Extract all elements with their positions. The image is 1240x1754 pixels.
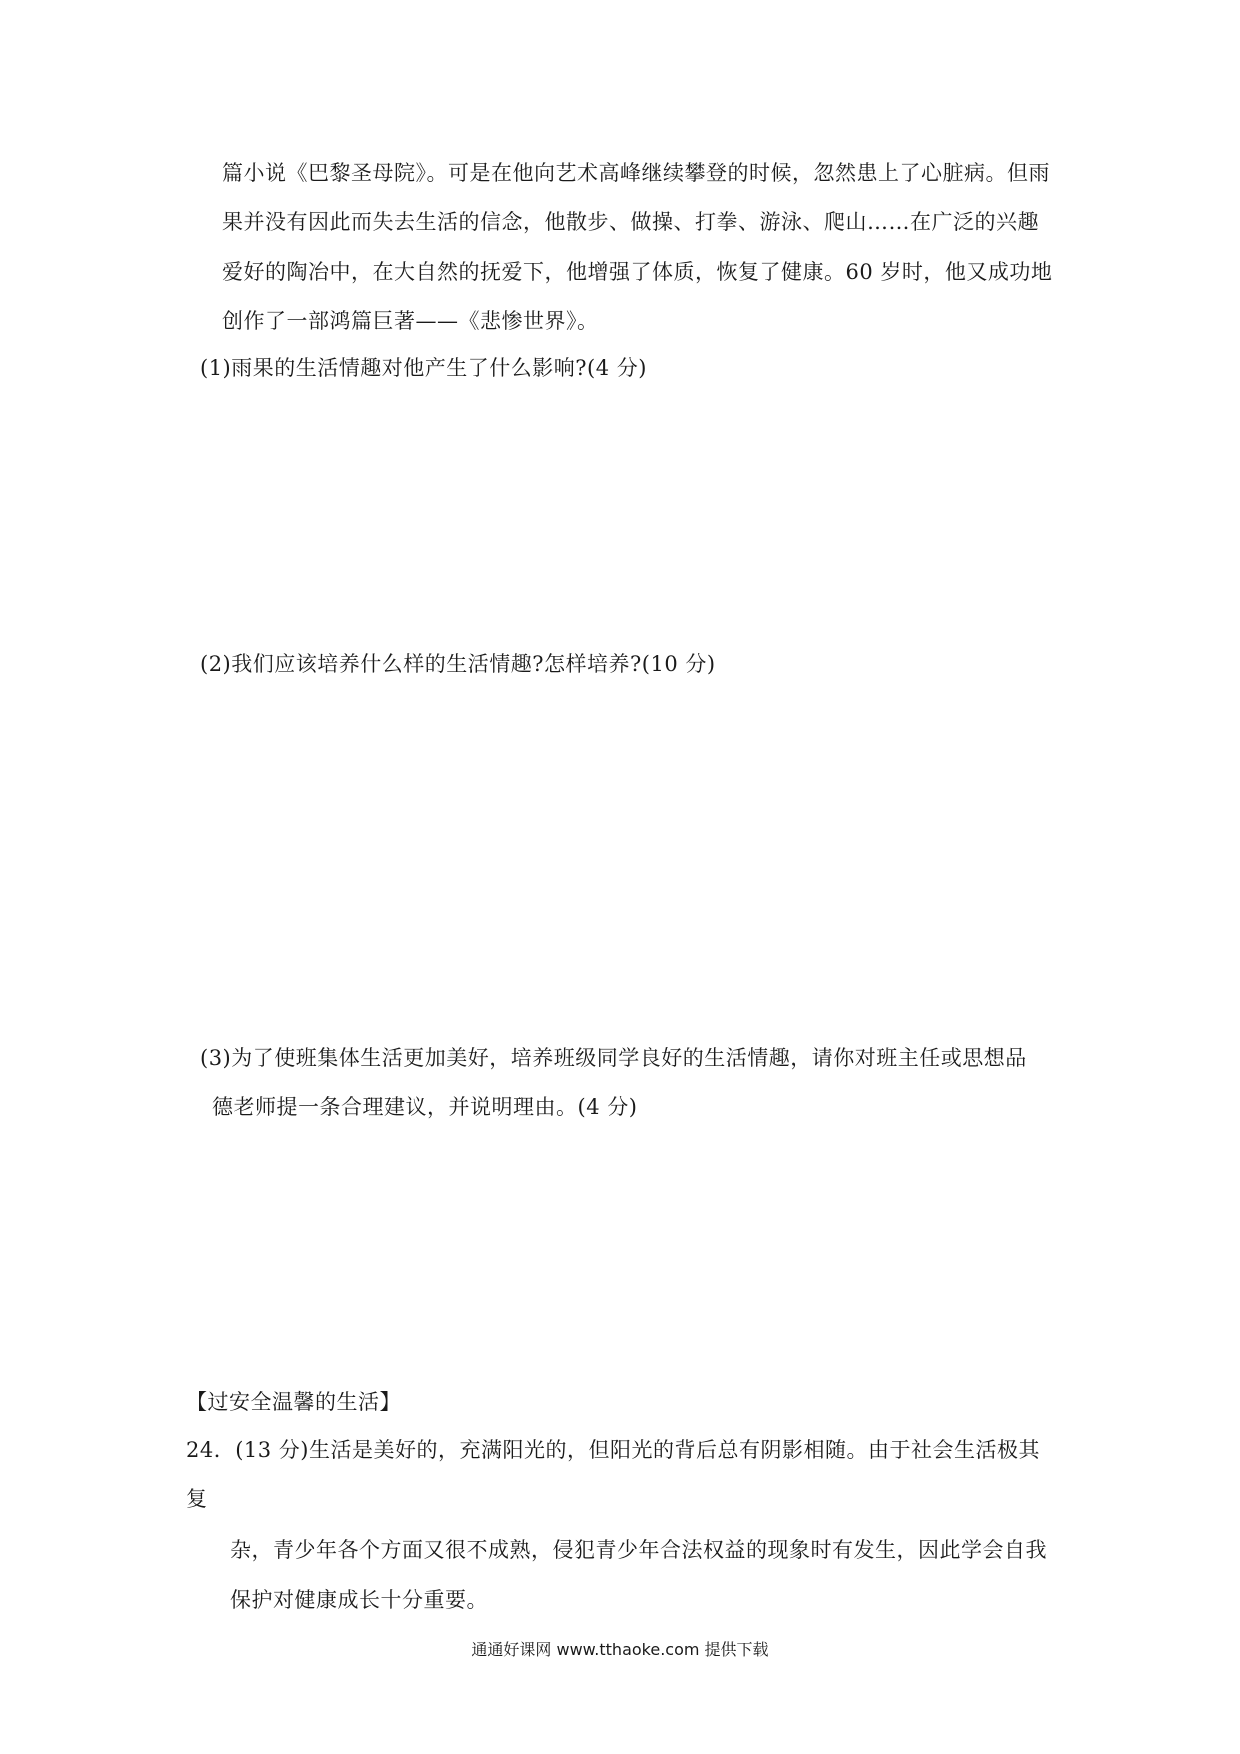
- question-3-line-1: (3)为了使班集体生活更加美好，培养班级同学良好的生活情趣，请你对班主任或思想品: [200, 1046, 1027, 1070]
- question-24-line-2: 复: [186, 1487, 208, 1511]
- question-24-line-4: 保护对健康成长十分重要。: [230, 1588, 488, 1612]
- passage-line-1: 篇小说《巴黎圣母院》。可是在他向艺术高峰继续攀登的时候，忽然患上了心脏病。但雨: [222, 161, 1050, 185]
- passage-line-3: 爱好的陶冶中，在大自然的抚爱下，他增强了体质，恢复了健康。60 岁时，他又成功地: [222, 260, 1053, 284]
- section-heading: 【过安全温馨的生活】: [186, 1390, 401, 1414]
- question-24-line-3: 杂，青少年各个方面又很不成熟，侵犯青少年合法权益的现象时有发生，因此学会自我: [230, 1538, 1047, 1562]
- question-3-line-2: 德老师提一条合理建议，并说明理由。(4 分): [212, 1095, 638, 1119]
- passage-line-2: 果并没有因此而失去生活的信念，他散步、做操、打拳、游泳、爬山……在广泛的兴趣: [222, 210, 1039, 234]
- question-1: (1)雨果的生活情趣对他产生了什么影响?(4 分): [200, 356, 647, 380]
- passage-line-4: 创作了一部鸿篇巨著——《悲惨世界》。: [222, 309, 599, 333]
- question-24-line-1: 24．(13 分)生活是美好的，充满阳光的，但阳光的背后总有阴影相随。由于社会生活极其: [186, 1438, 1041, 1462]
- question-2: (2)我们应该培养什么样的生活情趣?怎样培养?(10 分): [200, 652, 716, 676]
- footer-source: 通通好课网 www.tthaoke.com 提供下载: [471, 1640, 769, 1659]
